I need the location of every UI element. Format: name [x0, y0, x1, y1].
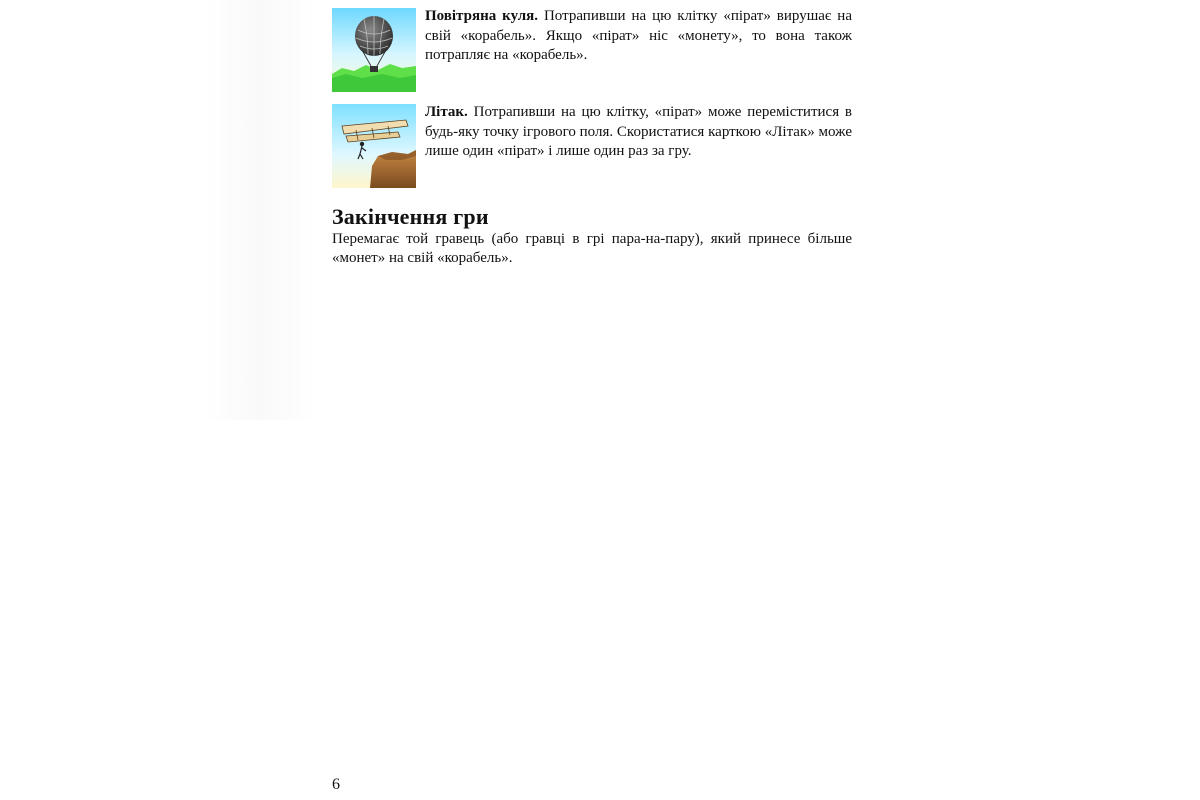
page-number: 6 [332, 776, 340, 793]
rule-text [425, 7, 852, 66]
rule-title: Літак. [425, 104, 468, 120]
glider-plane-icon [332, 104, 416, 188]
scan-bleed [205, 0, 315, 420]
section-heading: Закінчення гри [332, 204, 489, 229]
rule-text [425, 103, 852, 162]
section-paragraph: Перемагає той гравець (або гравці в грі пара-на-пару), який принесе більше «монет» на свій «корабель». [332, 231, 852, 266]
rule-title: Повітряна куля. [425, 8, 539, 24]
rule-body: Потрапивши на цю клітку «пірат» вирушає на свій «корабель». Якщо «пірат» ніс «монету», то вона також потрапляє на «корабель». [425, 8, 852, 63]
hot-air-balloon-icon [332, 8, 416, 92]
rule-body: Потрапивши на цю клітку, «пірат» може переміститися в будь-яку точку ігрового поля. Скористатися карткою «Літак» може лише один «пірат» і лише один раз за гру. [425, 104, 852, 159]
